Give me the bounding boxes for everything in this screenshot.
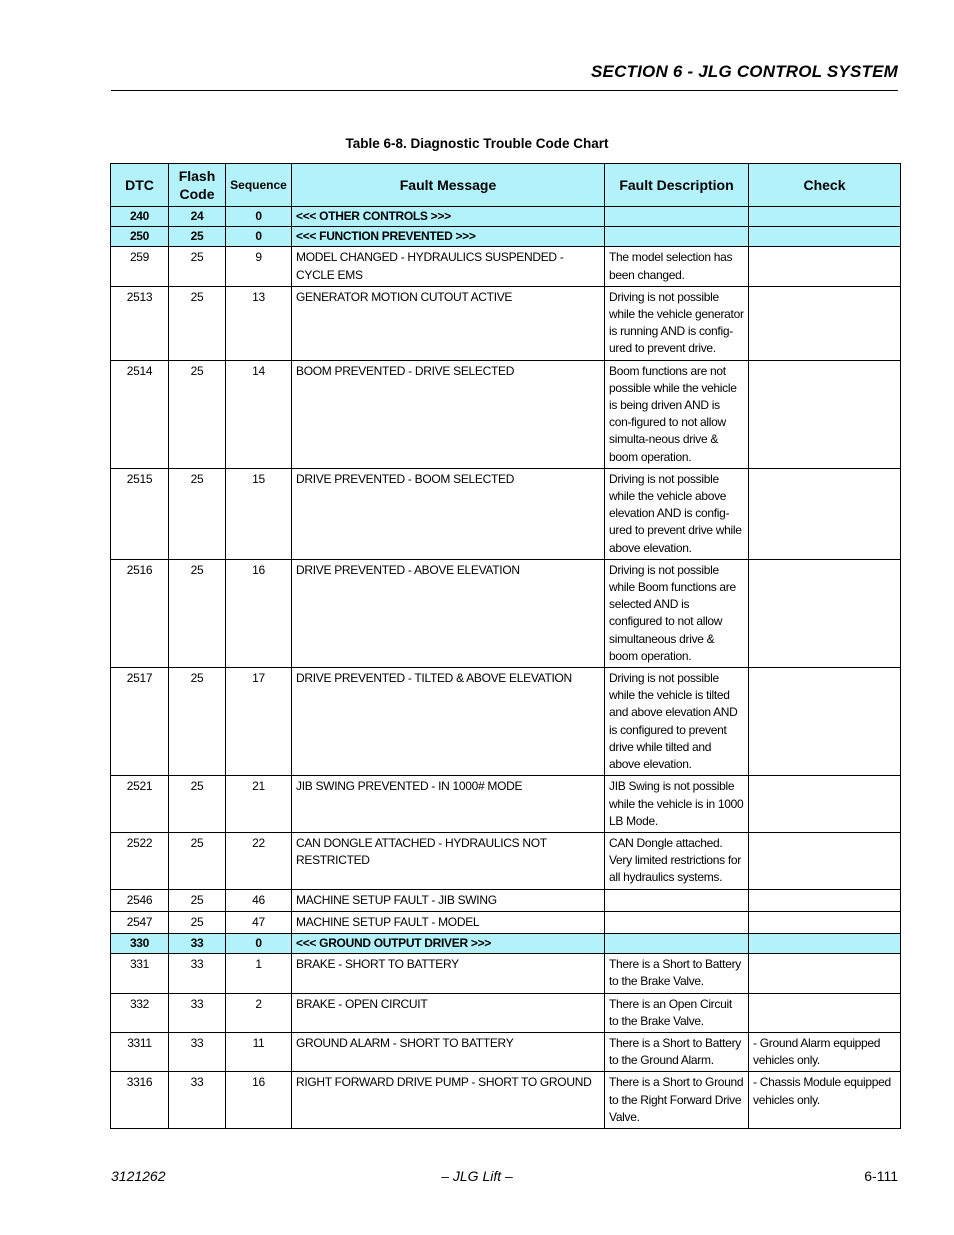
table-row (111, 993, 901, 1032)
cell-fault-message: BRAKE - SHORT TO BATTERY (292, 954, 605, 993)
table-row (111, 286, 901, 360)
cell-dtc: 2513 (111, 286, 169, 360)
cell-flash-code: 33 (169, 1072, 226, 1129)
cell-flash-code: 25 (169, 832, 226, 889)
cell-sequence: 15 (226, 468, 292, 559)
cell-fault-message: <<< FUNCTION PREVENTED >>> (292, 227, 605, 247)
cell-dtc: 332 (111, 993, 169, 1032)
cell-check (749, 247, 901, 286)
cell-fault-description: There is a Short to Battery to the Ground Alarm. (605, 1032, 749, 1071)
cell-sequence: 0 (226, 933, 292, 953)
cell-sequence: 17 (226, 668, 292, 776)
column-header-fault-message: Fault Message (292, 164, 605, 207)
cell-check (749, 468, 901, 559)
cell-fault-message: <<< OTHER CONTROLS >>> (292, 207, 605, 227)
cell-dtc: 2547 (111, 911, 169, 933)
table-row (111, 468, 901, 559)
cell-sequence: 14 (226, 360, 292, 468)
table-row (111, 1032, 901, 1071)
cell-sequence: 21 (226, 776, 292, 833)
column-header-flash-code: Flash Code (169, 164, 226, 207)
table-row (111, 668, 901, 776)
document-number: 3121262 (111, 1168, 166, 1184)
cell-flash-code: 33 (169, 993, 226, 1032)
cell-flash-code: 25 (169, 911, 226, 933)
cell-sequence: 13 (226, 286, 292, 360)
cell-fault-description (605, 207, 749, 227)
column-header-check: Check (749, 164, 901, 207)
column-header-sequence: Sequence (226, 164, 292, 207)
cell-fault-description: Driving is not possible while the vehicle generator is running AND is config-ured to prevent drive. (605, 286, 749, 360)
cell-flash-code: 24 (169, 207, 226, 227)
cell-fault-description (605, 933, 749, 953)
cell-check (749, 832, 901, 889)
cell-check (749, 207, 901, 227)
cell-check (749, 776, 901, 833)
cell-dtc: 2546 (111, 889, 169, 911)
cell-fault-description: Driving is not possible while Boom functions are selected AND is configured to not allow simultaneous drive & boom operation. (605, 559, 749, 667)
cell-check: - Chassis Module equipped vehicles only. (749, 1072, 901, 1129)
table-group-row (111, 227, 901, 247)
cell-fault-description: Driving is not possible while the vehicle is tilted and above elevation AND is configured to prevent drive while tilted and above elevation. (605, 668, 749, 776)
cell-dtc: 2515 (111, 468, 169, 559)
cell-check (749, 954, 901, 993)
cell-fault-message: MACHINE SETUP FAULT - JIB SWING (292, 889, 605, 911)
cell-fault-description: The model selection has been changed. (605, 247, 749, 286)
cell-dtc: 2517 (111, 668, 169, 776)
cell-fault-message: MODEL CHANGED - HYDRAULICS SUSPENDED - CYCLE EMS (292, 247, 605, 286)
cell-check (749, 911, 901, 933)
cell-check (749, 933, 901, 953)
table-row (111, 1072, 901, 1129)
cell-fault-message: DRIVE PREVENTED - TILTED & ABOVE ELEVATION (292, 668, 605, 776)
cell-check (749, 360, 901, 468)
brand-footer: – JLG Lift – (441, 1168, 513, 1184)
section-title: SECTION 6 - JLG CONTROL SYSTEM (591, 62, 898, 81)
cell-fault-description (605, 889, 749, 911)
cell-flash-code: 25 (169, 360, 226, 468)
column-header-fault-description: Fault Description (605, 164, 749, 207)
cell-flash-code: 25 (169, 227, 226, 247)
cell-sequence: 47 (226, 911, 292, 933)
page-header (111, 62, 898, 91)
cell-flash-code: 25 (169, 776, 226, 833)
cell-fault-description: There is a Short to Battery to the Brake Valve. (605, 954, 749, 993)
cell-fault-message: BRAKE - OPEN CIRCUIT (292, 993, 605, 1032)
cell-dtc: 240 (111, 207, 169, 227)
cell-dtc: 2516 (111, 559, 169, 667)
cell-check (749, 889, 901, 911)
cell-fault-message: MACHINE SETUP FAULT - MODEL (292, 911, 605, 933)
cell-check (749, 559, 901, 667)
cell-fault-description: CAN Dongle attached. Very limited restrictions for all hydraulics systems. (605, 832, 749, 889)
table-body (111, 207, 901, 1129)
cell-fault-message: DRIVE PREVENTED - ABOVE ELEVATION (292, 559, 605, 667)
table-row (111, 247, 901, 286)
cell-sequence: 16 (226, 559, 292, 667)
cell-check (749, 668, 901, 776)
cell-fault-message: GROUND ALARM - SHORT TO BATTERY (292, 1032, 605, 1071)
cell-flash-code: 25 (169, 668, 226, 776)
table-row (111, 832, 901, 889)
diagnostic-trouble-code-table (110, 163, 901, 1129)
cell-dtc: 3311 (111, 1032, 169, 1071)
cell-fault-description: There is a Short to Ground to the Right Forward Drive Valve. (605, 1072, 749, 1129)
cell-fault-message: JIB SWING PREVENTED - IN 1000# MODE (292, 776, 605, 833)
cell-sequence: 11 (226, 1032, 292, 1071)
cell-flash-code: 33 (169, 954, 226, 993)
cell-fault-message: DRIVE PREVENTED - BOOM SELECTED (292, 468, 605, 559)
cell-fault-message: <<< GROUND OUTPUT DRIVER >>> (292, 933, 605, 953)
cell-fault-description: Driving is not possible while the vehicle above elevation AND is config-ured to prevent drive while above elevation. (605, 468, 749, 559)
cell-fault-message: CAN DONGLE ATTACHED - HYDRAULICS NOT RESTRICTED (292, 832, 605, 889)
cell-flash-code: 25 (169, 889, 226, 911)
cell-check (749, 993, 901, 1032)
page-number: 6-111 (864, 1168, 898, 1184)
cell-flash-code: 33 (169, 933, 226, 953)
table-row (111, 776, 901, 833)
cell-fault-description (605, 227, 749, 247)
cell-flash-code: 25 (169, 559, 226, 667)
cell-dtc: 3316 (111, 1072, 169, 1129)
cell-fault-description: There is an Open Circuit to the Brake Valve. (605, 993, 749, 1032)
cell-check: - Ground Alarm equipped vehicles only. (749, 1032, 901, 1071)
cell-flash-code: 25 (169, 468, 226, 559)
cell-sequence: 9 (226, 247, 292, 286)
cell-sequence: 0 (226, 207, 292, 227)
cell-sequence: 16 (226, 1072, 292, 1129)
column-header-dtc: DTC (111, 164, 169, 207)
cell-sequence: 46 (226, 889, 292, 911)
table-group-row (111, 207, 901, 227)
table-row (111, 559, 901, 667)
table-group-row (111, 933, 901, 953)
cell-dtc: 2521 (111, 776, 169, 833)
cell-sequence: 2 (226, 993, 292, 1032)
table-header-row (111, 164, 901, 207)
cell-fault-description: JIB Swing is not possible while the vehicle is in 1000 LB Mode. (605, 776, 749, 833)
table-row (111, 954, 901, 993)
cell-fault-description (605, 911, 749, 933)
cell-fault-message: BOOM PREVENTED - DRIVE SELECTED (292, 360, 605, 468)
table-row (111, 360, 901, 468)
table-row (111, 889, 901, 911)
cell-sequence: 1 (226, 954, 292, 993)
table-row (111, 911, 901, 933)
cell-dtc: 250 (111, 227, 169, 247)
cell-flash-code: 25 (169, 247, 226, 286)
cell-dtc: 2514 (111, 360, 169, 468)
cell-dtc: 259 (111, 247, 169, 286)
cell-flash-code: 33 (169, 1032, 226, 1071)
cell-sequence: 0 (226, 227, 292, 247)
cell-fault-description: Boom functions are not possible while the vehicle is being driven AND is con-figured to not allow simulta-neous drive & boom operation. (605, 360, 749, 468)
cell-check (749, 286, 901, 360)
cell-dtc: 2522 (111, 832, 169, 889)
cell-dtc: 331 (111, 954, 169, 993)
table-caption: Table 6-8. Diagnostic Trouble Code Chart (345, 136, 609, 151)
cell-dtc: 330 (111, 933, 169, 953)
cell-fault-message: RIGHT FORWARD DRIVE PUMP - SHORT TO GROUND (292, 1072, 605, 1129)
cell-sequence: 22 (226, 832, 292, 889)
cell-fault-message: GENERATOR MOTION CUTOUT ACTIVE (292, 286, 605, 360)
cell-flash-code: 25 (169, 286, 226, 360)
cell-check (749, 227, 901, 247)
